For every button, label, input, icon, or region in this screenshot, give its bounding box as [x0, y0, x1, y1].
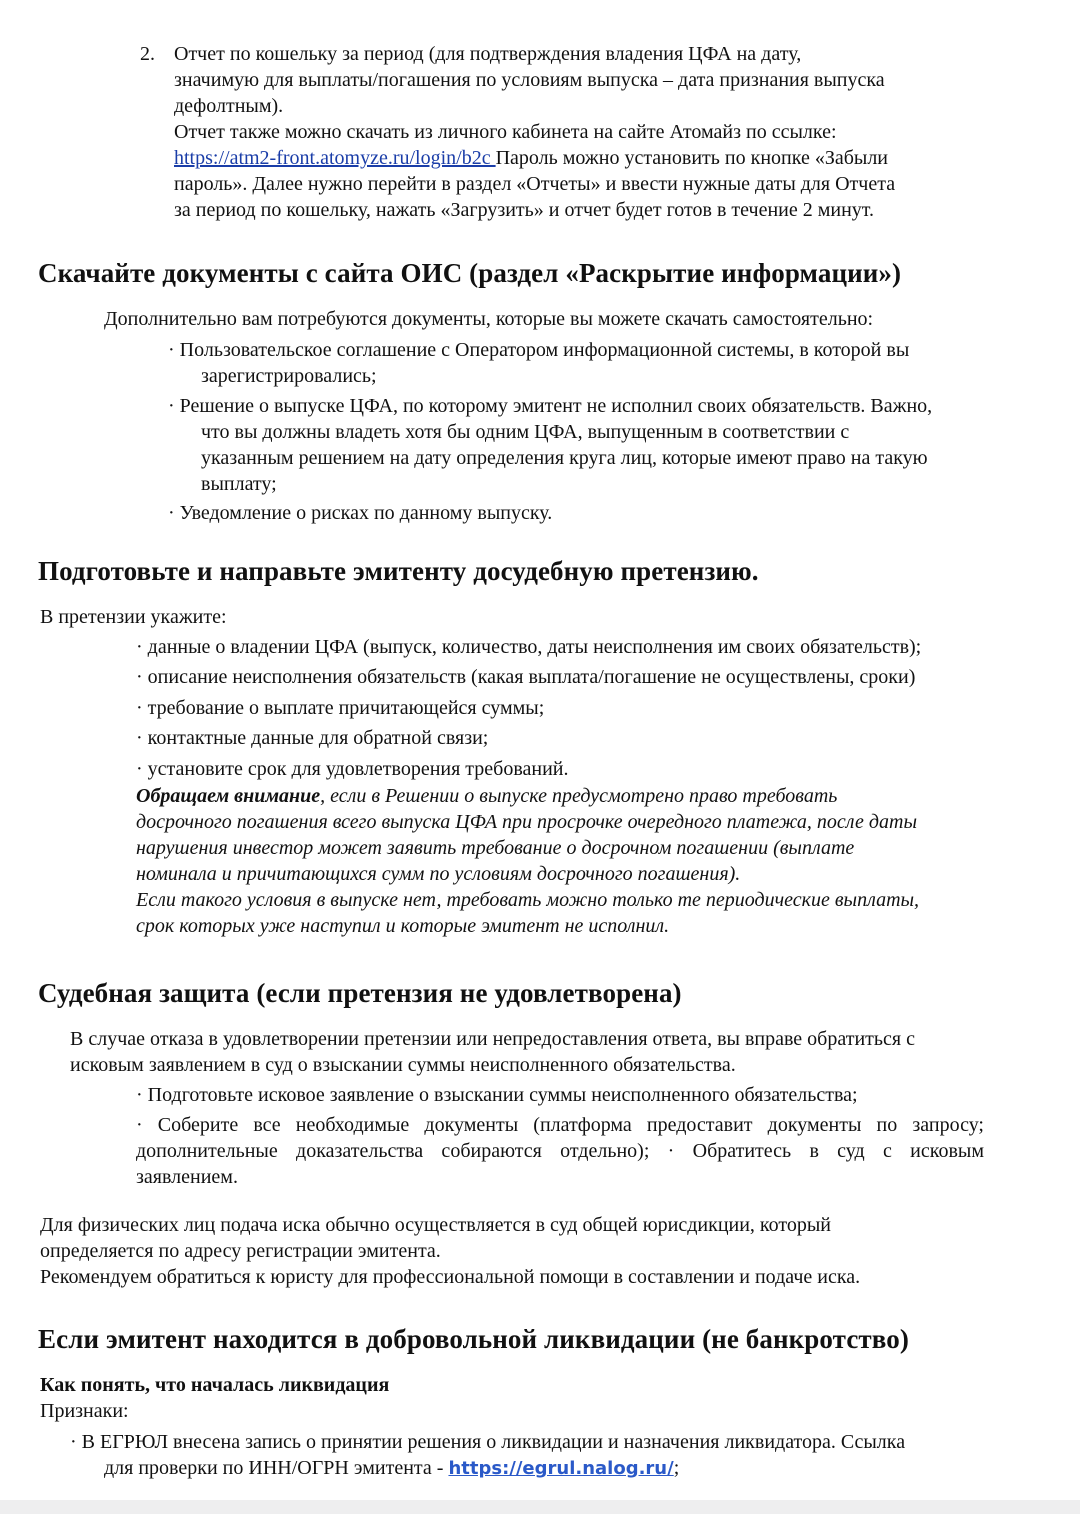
- claim-bullet-4: · контактные данные для обратной связи;: [136, 727, 489, 749]
- note-bold-lead: Обращаем внимание: [136, 785, 321, 807]
- ois-intro: Дополнительно вам потребуются документы, которые вы можете скачать самостоятельно:: [104, 308, 874, 330]
- ois-bullet-2-line-2: что вы должны владеть хотя бы одним ЦФА, выпущенным в соответствии с: [201, 421, 850, 443]
- ois-bullet-2: [168, 393, 932, 497]
- note-line-1: [136, 783, 919, 809]
- court-intro: [70, 1026, 915, 1078]
- note-line-1-rest: , если в Решении о выпуске предусмотрено право требовать: [320, 785, 838, 807]
- claim-attention-note: [136, 783, 919, 939]
- item2-line-6: пароль». Далее нужно перейти в раздел «Отчеты» и ввести нужные даты для Отчета: [174, 173, 896, 195]
- bottom-strip: [0, 1500, 1080, 1514]
- liquidation-bullet-line-1: · В ЕГРЮЛ внесена запись о принятии решения о ликвидации и назначения ликвидатора. Ссылка: [70, 1431, 906, 1453]
- liquidation-signs-label: Признаки:: [40, 1400, 129, 1422]
- note-line-4: номинала и причитающихся сумм по условиям досрочного погашения).: [136, 863, 741, 885]
- claim-intro: В претензии укажите:: [40, 606, 227, 628]
- item2-line-2: значимую для выплаты/погашения по условиям выпуска – дата признания выпуска: [174, 69, 885, 91]
- claim-bullet-2: · описание неисполнения обязательств (какая выплата/погашение не осуществлены, сроки): [136, 666, 916, 688]
- heading-court-protection: Судебная защита (если претензия не удовлетворена): [38, 978, 682, 1008]
- court-intro-line-2: исковым заявлением в суд о взыскании суммы неисполненного обязательства.: [70, 1054, 736, 1076]
- egrul-link[interactable]: https://egrul.nalog.ru/: [448, 1458, 674, 1479]
- ois-bullet-1-line-2: зарегистрировались;: [201, 365, 377, 387]
- court-outro: [40, 1212, 860, 1290]
- court-bullet-2: [136, 1112, 984, 1190]
- heading-voluntary-liquidation: Если эмитент находится в добровольной ликвидации (не банкротство): [38, 1324, 909, 1354]
- ois-bullet-1: [168, 337, 909, 389]
- note-line-6: срок которых уже наступил и которые эмитент не исполнил.: [136, 915, 670, 937]
- item2-line-3: дефолтным).: [174, 95, 284, 117]
- ois-bullet-2-line-4: выплату;: [201, 473, 277, 495]
- claim-bullet-1: · данные о владении ЦФА (выпуск, количество, даты неисполнения им своих обязательств);: [136, 636, 922, 658]
- item2-line-4: Отчет также можно скачать из личного кабинета на сайте Атомайз по ссылке:: [174, 121, 837, 143]
- court-outro-line-3: Рекомендуем обратиться к юристу для профессиональной помощи в составлении и подаче иска.: [40, 1266, 861, 1288]
- egrul-link-prefix: для проверки по ИНН/ОГРН эмитента -: [104, 1457, 449, 1479]
- atomyze-login-link[interactable]: https://atm2-front.atomyze.ru/login/b2c: [174, 147, 496, 169]
- court-outro-line-1: Для физических лиц подача иска обычно осуществляется в суд общей юрисдикции, который: [40, 1214, 831, 1236]
- item2-after-link: Пароль можно установить по кнопке «Забыли: [495, 147, 889, 169]
- liquidation-bullet-line-2: [70, 1455, 905, 1482]
- ois-bullet-1-line-1: · Пользовательское соглашение с Оператором информационной системы, в которой вы: [168, 339, 910, 361]
- item2-line-7: за период по кошельку, нажать «Загрузить» и отчет будет готов в течение 2 минут.: [174, 199, 875, 221]
- ois-bullet-2-line-1: · Решение о выпуске ЦФА, по которому эмитент не исполнил своих обязательств. Важно,: [168, 395, 933, 417]
- note-line-5: Если такого условия в выпуске нет, требовать можно только те периодические выплаты,: [136, 889, 920, 911]
- heading-pretrial-claim: Подготовьте и направьте эмитенту досудебную претензию.: [38, 556, 759, 586]
- claim-bullet-5: · установите срок для удовлетворения требований.: [136, 758, 569, 780]
- note-line-2: досрочного погашения всего выпуска ЦФА при просрочке очередного платежа, после даты: [136, 811, 917, 833]
- court-intro-line-1: В случае отказа в удовлетворении претензии или непредоставления ответа, вы вправе обратиться с: [70, 1028, 915, 1050]
- liquidation-subheading: Как понять, что началась ликвидация: [40, 1374, 390, 1396]
- court-bullet-2-line-1: · Соберите все необходимые документы (платформа предоставит документы по запросу;: [136, 1114, 984, 1136]
- court-outro-line-2: определяется по адресу регистрации эмитента.: [40, 1240, 441, 1262]
- ois-bullet-3: · Уведомление о рисках по данному выпуску.: [168, 502, 553, 524]
- egrul-link-suffix: ;: [673, 1457, 680, 1479]
- court-bullet-2-line-3: заявлением.: [136, 1166, 238, 1188]
- court-bullet-2-line-2: дополнительные доказательства собираются отдельно); · Обратитесь в суд с исковым: [136, 1140, 984, 1162]
- item2-line-1: Отчет по кошельку за период (для подтверждения владения ЦФА на дату,: [174, 43, 802, 65]
- list-number: 2.: [140, 43, 155, 65]
- liquidation-bullet-1: [70, 1429, 905, 1482]
- claim-bullet-3: · требование о выплате причитающейся суммы;: [136, 697, 545, 719]
- item2-text: [174, 41, 895, 223]
- item2-link-line: [174, 145, 895, 171]
- court-bullet-1: · Подготовьте исковое заявление о взыскании суммы неисполненного обязательства;: [136, 1084, 858, 1106]
- heading-ois-documents: Скачайте документы с сайта ОИС (раздел «Раскрытие информации»): [38, 258, 902, 288]
- ois-bullet-2-line-3: указанным решением на дату определения круга лиц, которые имеют право на такую: [201, 447, 928, 469]
- note-line-3: нарушения инвестор может заявить требование о досрочном погашении (выплате: [136, 837, 855, 859]
